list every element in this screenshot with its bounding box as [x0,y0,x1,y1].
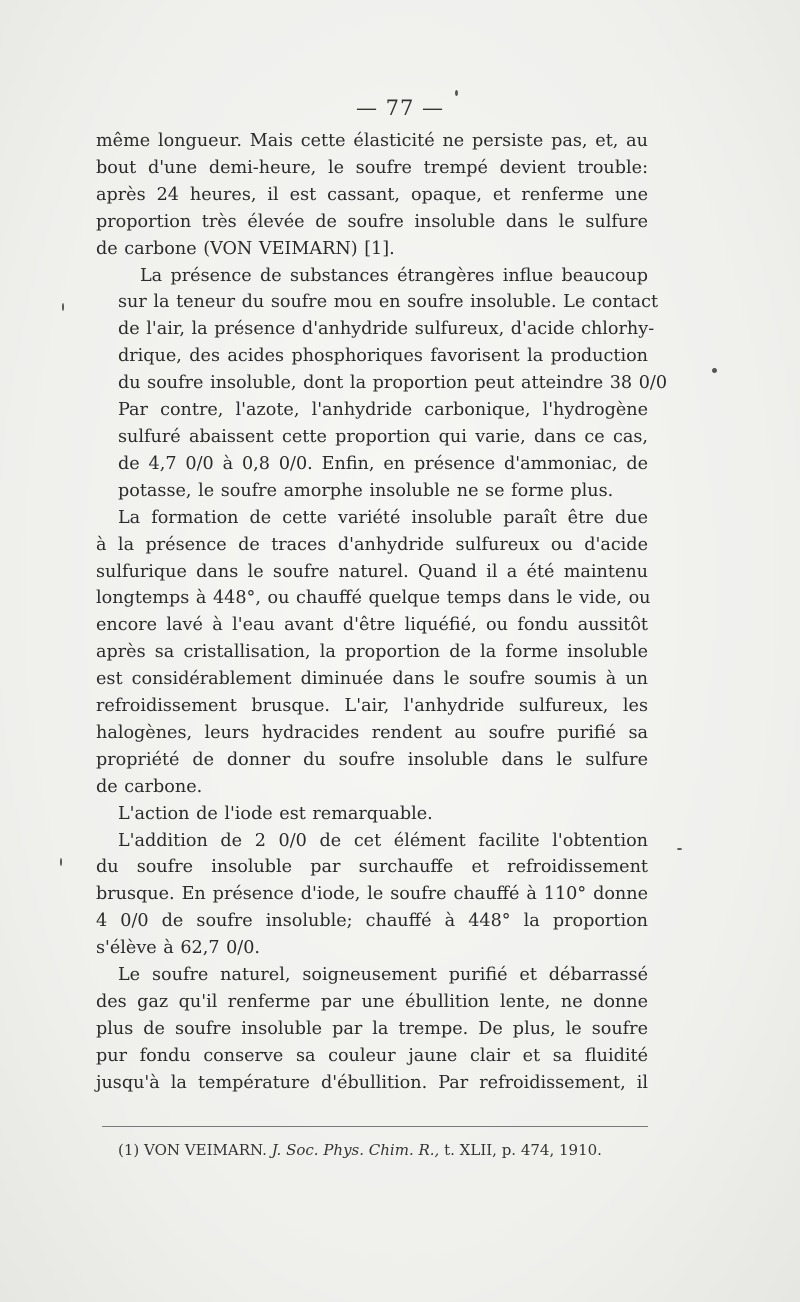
scan-speck [62,303,64,311]
text-line: sur la teneur du soufre mou en soufre insoluble. Le contact [118,292,659,313]
text-line: pur fondu conserve sa couleur jaune clair et sa fluidité [96,1045,648,1066]
text-line: longtemps à 448°, ou chauffé quelque temps dans le vide, ou [96,588,651,609]
text-line: du soufre insoluble par surchauffe et refroidissement [96,857,648,878]
scan-speck [60,858,62,866]
text-line: Par contre, l'azote, l'anhydride carbonique, l'hydrogène [118,400,648,421]
text-line: La formation de cette variété insoluble paraît être due [118,507,648,528]
text-line: même longueur. Mais cette élasticité ne persiste pas, et, au [96,131,648,151]
text-line: L'addition de 2 0/0 de cet élément facilite l'obtention [118,830,648,851]
paragraph-6 [96,962,648,1097]
text-line: propriété de donner du soufre insoluble dans le sulfure [96,749,648,770]
text-line: proportion très élevée de soufre insoluble dans le sulfure [96,211,648,232]
text-line: du soufre insoluble, dont la proportion peut atteindre 38 0/0 [118,373,668,394]
text-line: de 4,7 0/0 à 0,8 0/0. Enfin, en présence d'ammoniac, de [118,453,648,474]
text-line: refroidissement brusque. L'air, l'anhydride sulfureux, les [96,696,648,717]
text-line: Le soufre naturel, soigneusement purifié et débarrassé [118,965,648,986]
scan-speck [677,848,682,850]
text-line: de carbone (VON VEIMARN) [1]. [96,238,395,259]
scan-speck [455,90,458,96]
text-line: de carbone. [96,776,203,797]
footnote-divider [102,1126,648,1127]
footnote-marker: (1) [118,1141,140,1159]
text-line: à la présence de traces d'anhydride sulfureux ou d'acide [96,534,648,555]
page-number: — 77 — [355,96,445,120]
text-line: brusque. En présence d'iode, le soufre chauffé à 110° donne [96,884,648,905]
footnote-details: t. XLII, p. 474, 1910. [444,1141,602,1159]
text-line: La présence de substances étrangères influe beaucoup [140,265,648,286]
text-line: bout d'une demi-heure, le soufre trempé devient trouble: [96,157,648,178]
text-line: s'élève à 62,7 0/0. [96,938,261,959]
paragraph-1 [96,128,648,263]
text-line: après 24 heures, il est cassant, opaque, et renferme une [96,184,648,205]
text-line: drique, des acides phosphoriques favorisent la production [118,346,648,367]
body-text [96,128,668,1097]
text-line: sulfuré abaissent cette proportion qui varie, dans ce cas, [118,426,648,447]
text-line: 4 0/0 de soufre insoluble; chauffé à 448° la proportion [96,911,648,932]
footnote-journal: J. Soc. Phys. Chim. R., [271,1141,440,1159]
text-line: des gaz qu'il renferme par une ébullition lente, ne donne [96,992,648,1012]
text-line: L'action de l'iode est remarquable. [118,803,433,824]
paragraph-2 [96,263,668,505]
text-line: de l'air, la présence d'anhydride sulfureux, d'acide chlorhy- [118,319,655,340]
text-line: potasse, le soufre amorphe insoluble ne se forme plus. [118,480,614,501]
text-line: sulfurique dans le soufre naturel. Quand il a été maintenu [96,561,648,582]
text-line: après sa cristallisation, la proportion de la forme insoluble [96,642,648,663]
text-line: plus de soufre insoluble par la trempe. De plus, le soufre [96,1018,648,1039]
text-line: encore lavé à l'eau avant d'être liquéfié, ou fondu aussitôt [96,615,648,636]
scan-speck [712,368,717,373]
text-line: jusqu'à la température d'ébullition. Par refroidissement, il [96,1072,648,1093]
paragraph-4 [96,801,648,828]
text-line: est considérablement diminuée dans le soufre soumis à un [96,669,648,690]
paragraph-5 [96,828,648,963]
footnote-author: VON VEIMARN. [144,1141,267,1159]
footnote [118,1140,648,1160]
text-line: halogènes, leurs hydracides rendent au soufre purifié sa [96,722,648,743]
paragraph-3 [96,505,651,801]
